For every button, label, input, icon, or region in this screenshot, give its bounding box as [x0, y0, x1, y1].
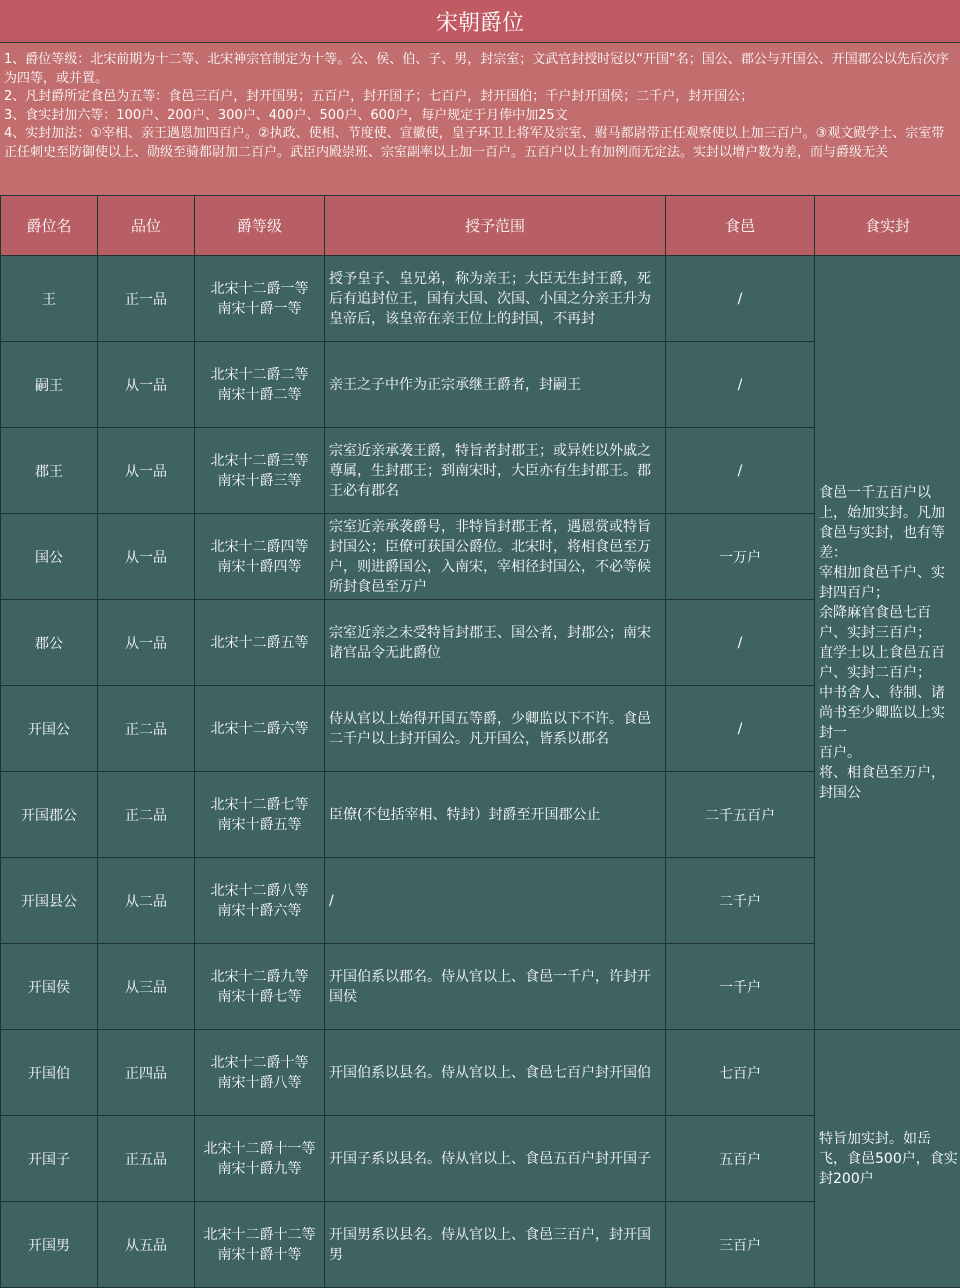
note-item: 3、食实封加六等：100户、200户、300户、400户、500户、600户，每户规定于月俸中加25文 — [4, 107, 952, 126]
title-scope: 开国子系以县名。侍从官以上、食邑五百户封开国子 — [325, 1116, 666, 1202]
title-name: 开国伯 — [1, 1030, 98, 1116]
title-grade: 正二品 — [98, 772, 195, 858]
table-header-row — [1, 196, 960, 256]
rank-line: 南宋十爵八等 — [196, 1073, 323, 1093]
header-real-fief: 食实封 — [815, 196, 960, 256]
title-fief: 一千户 — [666, 944, 815, 1030]
real-fief-line: 将、相食邑至万户，封国公 — [819, 763, 958, 803]
table-row — [1, 1030, 960, 1116]
title-rank — [195, 342, 325, 428]
title-fief: 三百户 — [666, 1202, 815, 1288]
title-name: 国公 — [1, 514, 98, 600]
header-scope: 授予范围 — [325, 196, 666, 256]
table-row — [1, 256, 960, 342]
rank-line: 南宋十爵五等 — [196, 815, 323, 835]
rank-line: 南宋十爵四等 — [196, 557, 323, 577]
title-fief: / — [666, 600, 815, 686]
title-fief: 五百户 — [666, 1116, 815, 1202]
title-name: 郡王 — [1, 428, 98, 514]
title-rank — [195, 256, 325, 342]
rank-line: 北宋十二爵一等 — [196, 279, 323, 299]
header-title-name: 爵位名 — [1, 196, 98, 256]
rank-line: 北宋十二爵十一等 — [196, 1139, 323, 1159]
rank-line: 北宋十二爵二等 — [196, 365, 323, 385]
real-fief-line: 百户。 — [819, 743, 958, 763]
real-fief-lower: 特旨加实封。如岳飞，食邑500户，食实封200户 — [815, 1030, 960, 1288]
rank-line: 北宋十二爵四等 — [196, 537, 323, 557]
title-rank — [195, 600, 325, 686]
rank-line: 北宋十二爵十等 — [196, 1053, 323, 1073]
header-rank: 爵等级 — [195, 196, 325, 256]
title-grade: 从三品 — [98, 944, 195, 1030]
title-name: 开国子 — [1, 1116, 98, 1202]
rank-line: 南宋十爵六等 — [196, 901, 323, 921]
title-fief: 二千五百户 — [666, 772, 815, 858]
real-fief-line: 直学士以上食邑五百户、实封二百户； — [819, 643, 958, 683]
title-fief: 七百户 — [666, 1030, 815, 1116]
title-name: 开国县公 — [1, 858, 98, 944]
rank-line: 南宋十爵九等 — [196, 1159, 323, 1179]
title-scope: 宗室近亲承袭王爵，特旨者封郡王；或异姓以外戚之尊属，生封郡王；到南宋时，大臣亦有生封郡王。郡王必有郡名 — [325, 428, 666, 514]
title-rank — [195, 428, 325, 514]
rank-line: 北宋十二爵三等 — [196, 451, 323, 471]
title-fief: / — [666, 342, 815, 428]
title-scope: 授予皇子、皇兄弟，称为亲王；大臣无生封王爵，死后有追封位王，国有大国、次国、小国之分亲王升为皇帝后，该皇帝在亲王位上的封国，不再封 — [325, 256, 666, 342]
title-grade: 正五品 — [98, 1116, 195, 1202]
title-grade: 从二品 — [98, 858, 195, 944]
title-scope: 开国男系以县名。侍从官以上、食邑三百户，封开国男 — [325, 1202, 666, 1288]
header-fief: 食邑 — [666, 196, 815, 256]
title-fief: / — [666, 256, 815, 342]
title-rank — [195, 686, 325, 772]
rank-line: 南宋十爵三等 — [196, 471, 323, 491]
rank-line: 北宋十二爵九等 — [196, 967, 323, 987]
title-scope: 宗室近亲之未受特旨封郡王、国公者，封郡公；南宋诸官品令无此爵位 — [325, 600, 666, 686]
note-item: 1、爵位等级：北宋前期为十二等、北宋神宗官制定为十等。公、侯、伯、子、男，封宗室；文武官封授时冠以“开国”名；国公、郡公与开国公、开国郡公以先后次序为四等，或并置。 — [4, 51, 952, 88]
header-grade: 品位 — [98, 196, 195, 256]
title-grade: 正四品 — [98, 1030, 195, 1116]
real-fief-line: 食邑一千五百户以上，始加实封。凡加食邑与实封，也有等差： — [819, 483, 958, 563]
title-fief: 二千户 — [666, 858, 815, 944]
title-scope: 亲王之子中作为正宗承继王爵者，封嗣王 — [325, 342, 666, 428]
real-fief-line: 中书舍人、待制、诸尚书至少卿监以上实封一 — [819, 683, 958, 743]
title-grade: 正二品 — [98, 686, 195, 772]
title-rank — [195, 944, 325, 1030]
title-rank — [195, 1030, 325, 1116]
notes-section — [0, 43, 960, 195]
title-scope: 臣僚(不包括宰相、特封）封爵至开国郡公止 — [325, 772, 666, 858]
title-scope: 侍从官以上始得开国五等爵，少卿监以下不许。食邑二千户以上封开国公。凡开国公，皆系以郡名 — [325, 686, 666, 772]
title-rank — [195, 858, 325, 944]
title-fief: / — [666, 428, 815, 514]
title-rank — [195, 772, 325, 858]
title-rank — [195, 514, 325, 600]
rank-line: 北宋十二爵八等 — [196, 881, 323, 901]
note-item: 2、凡封爵所定食邑为五等：食邑三百户，封开国男；五百户，封开国子；七百户，封开国伯；千户封开国侯；二千户，封开国公； — [4, 88, 952, 107]
rank-line: 北宋十二爵十二等 — [196, 1225, 323, 1245]
title-name: 王 — [1, 256, 98, 342]
real-fief-line: 宰相加食邑千户、实封四百户； — [819, 563, 958, 603]
title-grade: 从一品 — [98, 342, 195, 428]
real-fief-line: 余降麻官食邑七百户、实封三百户； — [819, 603, 958, 643]
rank-line: 北宋十二爵五等 — [196, 633, 323, 653]
note-item: 4、实封加法：①宰相、亲王遇恩加四百户。②执政、使相、节度使、宣徽使，皇子环卫上将军及宗室、驸马都尉带正任观察使以上加三百户。③观文殿学士、宗室带正任刺史至防御使以上、勋级至骑都尉加二百户。武臣内殿崇班、宗室副率以上加一百户。五百户以上有加例而无定法。实封以增户数为差，而与爵级无关 — [4, 125, 952, 162]
rank-line: 北宋十二爵七等 — [196, 795, 323, 815]
title-fief: / — [666, 686, 815, 772]
title-rank — [195, 1116, 325, 1202]
rank-line: 南宋十爵七等 — [196, 987, 323, 1007]
title-name: 嗣王 — [1, 342, 98, 428]
title-grade: 从一品 — [98, 514, 195, 600]
title-scope: / — [325, 858, 666, 944]
title-grade: 正一品 — [98, 256, 195, 342]
title-fief: 一万户 — [666, 514, 815, 600]
rank-line: 南宋十爵十等 — [196, 1245, 323, 1265]
rank-line: 南宋十爵二等 — [196, 385, 323, 405]
title-scope: 开国伯系以县名。侍从官以上、食邑七百户封开国伯 — [325, 1030, 666, 1116]
rank-line: 南宋十爵一等 — [196, 299, 323, 319]
title-name: 开国男 — [1, 1202, 98, 1288]
real-fief-upper — [815, 256, 960, 1030]
rank-line: 北宋十二爵六等 — [196, 719, 323, 739]
title-scope: 开国伯系以郡名。侍从官以上、食邑一千户，许封开国侯 — [325, 944, 666, 1030]
page-title: 宋朝爵位 — [0, 0, 960, 43]
title-rank — [195, 1202, 325, 1288]
title-name: 开国郡公 — [1, 772, 98, 858]
title-name: 开国公 — [1, 686, 98, 772]
title-grade: 从一品 — [98, 428, 195, 514]
title-name: 郡公 — [1, 600, 98, 686]
title-name: 开国侯 — [1, 944, 98, 1030]
title-grade: 从五品 — [98, 1202, 195, 1288]
title-table — [0, 195, 960, 1288]
title-grade: 从一品 — [98, 600, 195, 686]
title-scope: 宗室近亲承袭爵号，非特旨封郡王者，遇恩赏或特旨封国公；臣僚可获国公爵位。北宋时，将相食邑至万户，则进爵国公，入南宋，宰相径封国公，不必等候所封食邑至万户 — [325, 514, 666, 600]
